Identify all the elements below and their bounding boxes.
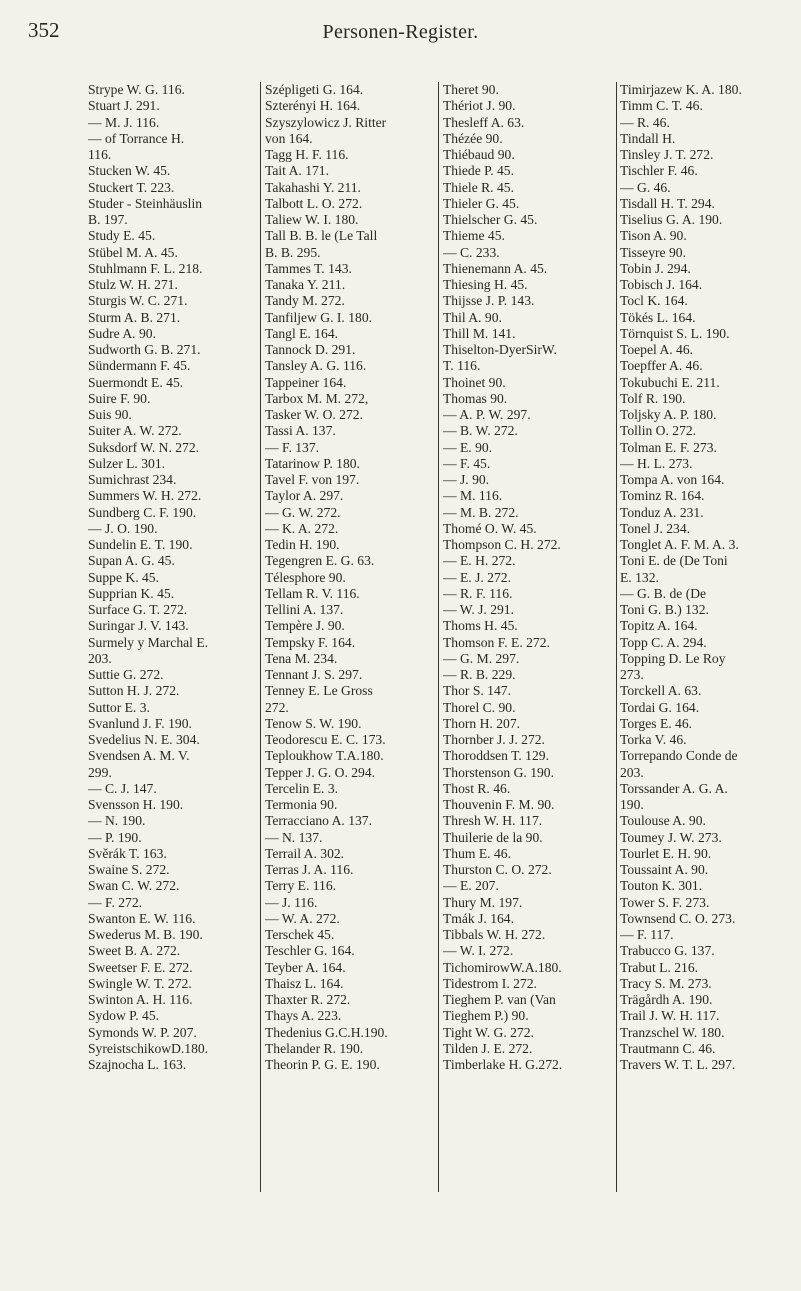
index-entry: Törnquist S. L. 190. xyxy=(620,325,730,341)
column-divider xyxy=(616,82,617,1192)
index-entry: Thury M. 197. xyxy=(443,894,523,910)
index-column-1 xyxy=(88,82,260,1073)
index-entry: Taliew W. I. 180. xyxy=(265,212,359,227)
index-entry: Suire F. 90. xyxy=(88,390,151,406)
index-entry: Stulz W. H. 271. xyxy=(88,277,178,292)
index-entry: Tinsley J. T. 272. xyxy=(620,147,714,162)
index-entry: Thurston C. O. 272. xyxy=(443,862,552,877)
index-entry: Toumey J. W. 273. xyxy=(620,829,722,845)
index-entry: Topp C. A. 294. xyxy=(620,634,707,650)
index-entry: Tonglet A. F. M. A. 3. xyxy=(620,537,739,552)
index-entry: Tatarinow P. 180. xyxy=(265,455,360,471)
index-entry: Tisseyre 90. xyxy=(620,244,686,260)
index-entry: Tenow S. W. 190. xyxy=(265,715,362,731)
index-entry: Surface G. T. 272. xyxy=(88,602,188,617)
index-entry: Tandy M. 272. xyxy=(265,293,345,309)
index-entry: Tollin O. 272. xyxy=(620,423,697,439)
index-entry: Torckell A. 63. xyxy=(620,683,702,699)
index-entry: Tellini A. 137. xyxy=(265,602,344,617)
index-entry: Surmely y Marchal E. xyxy=(88,634,209,650)
index-entry: Sweetser F. E. 272. xyxy=(88,959,193,975)
index-entry: Szépligeti G. 164. xyxy=(265,82,364,97)
index-column-3 xyxy=(443,82,613,1073)
index-entry: Suis 90. xyxy=(88,407,132,422)
index-entry: Suiter A. W. 272. xyxy=(88,423,182,439)
column-divider xyxy=(260,82,261,1192)
page-number: 352 xyxy=(28,18,60,42)
index-entry: Torka V. 46. xyxy=(620,732,687,747)
index-entry: Tagg H. F. 116. xyxy=(265,147,349,162)
index-entry: Thedenius G.C.H.190. xyxy=(265,1024,388,1040)
index-entry: — R. 46. xyxy=(620,114,670,130)
index-entry: Timm C. T. 46. xyxy=(620,98,703,114)
index-entry: 203. xyxy=(620,764,644,780)
index-entry: Tall B. B. le (Le Tall xyxy=(265,228,378,244)
index-entry: Sudworth G. B. 271. xyxy=(88,342,201,357)
index-entry: Sundelin E. T. 190. xyxy=(88,537,193,552)
index-entry: Studer - Steinhäuslin xyxy=(88,195,203,211)
index-entry: Toni E. de (De Toni xyxy=(620,553,728,569)
index-entry: Thielscher G. 45. xyxy=(443,212,538,227)
index-entry: Tanfiljew G. I. 180. xyxy=(265,309,373,325)
index-entry: Toulouse A. 90. xyxy=(620,813,706,829)
index-entry: Theret 90. xyxy=(443,82,499,97)
index-entry: Toussaint A. 90. xyxy=(620,862,709,877)
index-entry: SyreistschikowD.180. xyxy=(88,1040,209,1056)
index-entry: Tammes T. 143. xyxy=(265,260,352,276)
index-entry: Thaisz L. 164. xyxy=(265,975,344,991)
index-entry: Tasker W. O. 272. xyxy=(265,407,363,422)
index-entry: Trabucco G. 137. xyxy=(620,943,715,959)
index-entry: Thiesing H. 45. xyxy=(443,277,528,292)
index-entry: Terry E. 116. xyxy=(265,878,337,894)
index-entry: Tonduz A. 231. xyxy=(620,504,704,520)
index-entry: Terrail A. 302. xyxy=(265,845,345,861)
index-entry: Tourlet E. H. 90. xyxy=(620,845,712,861)
index-entry: Toepel A. 46. xyxy=(620,342,694,357)
index-column-4 xyxy=(620,82,798,1073)
index-entry: Trail J. W. H. 117. xyxy=(620,1008,720,1024)
index-entry: Tmák J. 164. xyxy=(443,910,514,926)
index-entry: Tansley A. G. 116. xyxy=(265,358,367,374)
index-entry: Touton K. 301. xyxy=(620,878,703,894)
index-entry: — N. 190. xyxy=(88,813,146,829)
index-entry: Tiselius G. A. 190. xyxy=(620,212,723,227)
index-entry: — C. J. 147. xyxy=(88,780,157,796)
index-entry: — G. B. de (De xyxy=(620,585,707,601)
index-entry: Symonds W. P. 207. xyxy=(88,1024,197,1040)
index-entry: Swinton A. H. 116. xyxy=(88,992,193,1007)
index-entry: Timirjazew K. A. 180. xyxy=(620,82,742,97)
index-entry: Thays A. 223. xyxy=(265,1008,342,1024)
index-entry: Teyber A. 164. xyxy=(265,959,346,975)
index-entry: Tidestrom I. 272. xyxy=(443,975,537,991)
index-entry: 272. xyxy=(265,699,289,715)
column-divider xyxy=(438,82,439,1192)
index-entry: — F. 272. xyxy=(88,894,143,910)
index-entry: Thieler G. 45. xyxy=(443,195,520,211)
index-entry: Swederus M. B. 190. xyxy=(88,927,203,942)
index-entry: — M. B. 272. xyxy=(443,504,519,520)
index-entry: Tieghem P. van (Van xyxy=(443,992,556,1007)
running-head: Personen-Register. xyxy=(322,21,479,43)
index-entry: Topping D. Le Roy xyxy=(620,650,726,666)
index-entry: Toljsky A. P. 180. xyxy=(620,407,717,422)
index-entry: Summers W. H. 272. xyxy=(88,488,202,504)
index-entry: Tait A. 171. xyxy=(265,163,329,179)
index-entry: Thomas 90. xyxy=(443,390,508,406)
index-entry: Sudre A. 90. xyxy=(88,325,156,341)
index-entry: Terracciano A. 137. xyxy=(265,813,372,829)
index-entry: Svendsen A. M. V. xyxy=(88,748,190,764)
index-entry: Tangl E. 164. xyxy=(265,325,339,341)
index-entry: Tokubuchi E. 211. xyxy=(620,374,720,390)
index-entry: Tordai G. 164. xyxy=(620,699,700,715)
index-entry: Topitz A. 164. xyxy=(620,618,698,634)
index-entry: Terschek 45. xyxy=(265,927,335,942)
index-entry: Tocl K. 164. xyxy=(620,293,688,309)
index-entry: — W. J. 291. xyxy=(443,602,515,617)
index-entry: — E. 90. xyxy=(443,439,493,455)
index-entry: Tavel F. von 197. xyxy=(265,472,360,487)
index-entry: Study E. 45. xyxy=(88,228,156,244)
index-entry: Suermondt E. 45. xyxy=(88,374,184,390)
index-entry: Stuart J. 291. xyxy=(88,98,160,114)
index-entry: Termonia 90. xyxy=(265,797,338,812)
index-entry: Thresh W. H. 117. xyxy=(443,813,543,829)
index-entry: Sündermann F. 45. xyxy=(88,358,191,374)
index-entry: Supprian K. 45. xyxy=(88,585,175,601)
index-entry: — F. 45. xyxy=(443,455,491,471)
index-entry: Svěrák T. 163. xyxy=(88,845,167,861)
index-entry: Tempère J. 90. xyxy=(265,618,345,634)
index-entry: Tracy S. M. 273. xyxy=(620,975,712,991)
index-entry: Tobin J. 294. xyxy=(620,260,691,276)
index-entry: Tempsky F. 164. xyxy=(265,634,356,650)
index-entry: Thill M. 141. xyxy=(443,325,516,341)
index-entry: Sturm A. B. 271. xyxy=(88,309,181,325)
index-entry: Torges E. 46. xyxy=(620,715,693,731)
index-column-2 xyxy=(265,82,437,1073)
index-entry: — M. 116. xyxy=(443,488,503,504)
index-entry: Toni G. B.) 132. xyxy=(620,602,709,617)
index-entry: Teschler G. 164. xyxy=(265,943,355,959)
index-entry: Tannock D. 291. xyxy=(265,342,356,357)
index-entry: Teodorescu E. C. 173. xyxy=(265,732,386,747)
index-entry: Strype W. G. 116. xyxy=(88,82,185,97)
index-entry: Sundberg C. F. 190. xyxy=(88,504,197,520)
index-entry: — F. 137. xyxy=(265,439,320,455)
index-entry: Tisdall H. T. 294. xyxy=(620,195,715,211)
index-entry: — W. I. 272. xyxy=(443,943,514,959)
index-entry: Tindall H. xyxy=(620,130,676,146)
index-entry: Terras J. A. 116. xyxy=(265,862,354,877)
index-entry: — R. B. 229. xyxy=(443,667,516,682)
index-entry: — E. J. 272. xyxy=(443,569,511,585)
index-entry: Thomson F. E. 272. xyxy=(443,634,550,650)
index-entry: Tappeiner 164. xyxy=(265,374,347,390)
index-entry: Travers W. T. L. 297. xyxy=(620,1057,736,1072)
index-entry: Thuilerie de la 90. xyxy=(443,829,543,845)
index-entry: — of Torrance H. xyxy=(88,130,185,146)
index-entry: Télesphore 90. xyxy=(265,569,346,585)
index-entry: Thoroddsen T. 129. xyxy=(443,748,549,764)
index-entry: Thériot J. 90. xyxy=(443,98,516,114)
index-entry: Tompa A. von 164. xyxy=(620,472,725,487)
index-entry: 299. xyxy=(88,764,112,780)
index-entry: E. 132. xyxy=(620,569,659,585)
index-entry: Tieghem P.) 90. xyxy=(443,1008,529,1024)
index-entry: Sulzer L. 301. xyxy=(88,455,166,471)
index-entry: Thijsse J. P. 143. xyxy=(443,293,535,309)
index-entry: Toepffer A. 46. xyxy=(620,358,703,374)
index-entry: Thorn H. 207. xyxy=(443,715,521,731)
index-entry: Supan A. G. 45. xyxy=(88,553,175,569)
index-entry: Torrepando Conde de xyxy=(620,748,738,764)
index-entry: Tanaka Y. 211. xyxy=(265,277,346,292)
index-entry: Thost R. 46. xyxy=(443,780,511,796)
index-entry: Swingle W. T. 272. xyxy=(88,975,192,991)
index-entry: Stübel M. A. 45. xyxy=(88,244,178,260)
index-entry: Thienemann A. 45. xyxy=(443,260,548,276)
index-entry: — J. 90. xyxy=(443,472,490,487)
index-entry: Thiede P. 45. xyxy=(443,163,514,179)
index-entry: Thompson C. H. 272. xyxy=(443,537,561,552)
index-entry: Tökés L. 164. xyxy=(620,309,696,325)
index-entry: Thiébaud 90. xyxy=(443,147,515,162)
index-entry: Svedelius N. E. 304. xyxy=(88,732,200,747)
index-entry: Tranzschel W. 180. xyxy=(620,1024,725,1040)
index-entry: — N. 137. xyxy=(265,829,323,845)
index-entry: Sydow P. 45. xyxy=(88,1008,160,1024)
index-entry: — J. O. 190. xyxy=(88,520,158,536)
index-entry: Tischler F. 46. xyxy=(620,163,698,179)
index-entry: Swanton E. W. 116. xyxy=(88,910,196,926)
index-entry: Sutton H. J. 272. xyxy=(88,683,180,699)
index-entry: Thézée 90. xyxy=(443,130,503,146)
index-entry: Tonel J. 234. xyxy=(620,520,691,536)
index-entry: — G. W. 272. xyxy=(265,504,341,520)
index-entry: — K. A. 272. xyxy=(265,520,339,536)
index-entry: Tower S. F. 273. xyxy=(620,894,710,910)
index-entry: Swaine S. 272. xyxy=(88,862,170,877)
index-entry: — R. F. 116. xyxy=(443,585,513,601)
index-entry: von 164. xyxy=(265,130,313,146)
index-entry: 116. xyxy=(88,147,112,162)
index-entry: Theorin P. G. E. 190. xyxy=(265,1057,380,1072)
index-entry: Torssander A. G. A. xyxy=(620,780,728,796)
index-entry: Taylor A. 297. xyxy=(265,488,344,504)
index-entry: Trautmann C. 46. xyxy=(620,1040,716,1056)
index-entry: Thouvenin F. M. 90. xyxy=(443,797,555,812)
index-entry: 203. xyxy=(88,650,112,666)
index-entry: Tepper J. G. O. 294. xyxy=(265,764,376,780)
index-entry: Suksdorf W. N. 272. xyxy=(88,439,200,455)
index-entry: Swan C. W. 272. xyxy=(88,878,180,894)
index-entry: — G. 46. xyxy=(620,179,671,195)
index-entry: Stucken W. 45. xyxy=(88,163,171,179)
index-entry: Sweet B. A. 272. xyxy=(88,943,181,959)
index-entry: Tominz R. 164. xyxy=(620,488,705,504)
index-entry: Tercelin E. 3. xyxy=(265,780,339,796)
index-entry: Svanlund J. F. 190. xyxy=(88,715,192,731)
index-entry: Thomé O. W. 45. xyxy=(443,520,537,536)
index-entry: Tolman E. F. 273. xyxy=(620,439,717,455)
index-entry: Tegengren E. G. 63. xyxy=(265,553,375,569)
index-entry: Takahashi Y. 211. xyxy=(265,179,361,195)
index-entry: Sumichrast 234. xyxy=(88,472,177,487)
index-entry: — P. 190. xyxy=(88,829,142,845)
index-entry: B. B. 295. xyxy=(265,244,321,260)
index-entry: Suttor E. 3. xyxy=(88,699,150,715)
index-entry: Trägårdh A. 190. xyxy=(620,992,713,1007)
index-entry: Tibbals W. H. 272. xyxy=(443,927,546,942)
index-entry: Thil A. 90. xyxy=(443,309,502,325)
index-entry: Talbott L. O. 272. xyxy=(265,195,363,211)
index-entry: T. 116. xyxy=(443,358,481,374)
index-entry: Tolf R. 190. xyxy=(620,390,686,406)
index-entry: — W. A. 272. xyxy=(265,910,340,926)
index-entry: Szajnocha L. 163. xyxy=(88,1057,187,1072)
index-entry: — G. M. 297. xyxy=(443,650,520,666)
index-entry: Tison A. 90. xyxy=(620,228,687,244)
index-entry: Thesleff A. 63. xyxy=(443,114,525,130)
index-entry: — C. 233. xyxy=(443,244,500,260)
index-entry: — B. W. 272. xyxy=(443,423,518,439)
index-entry: Tobisch J. 164. xyxy=(620,277,703,292)
index-entry: — A. P. W. 297. xyxy=(443,407,531,422)
index-entry: Szterényi H. 164. xyxy=(265,98,361,114)
index-entry: Teploukhow T.A.180. xyxy=(265,748,384,764)
index-entry: Thiselton-DyerSirW. xyxy=(443,342,557,357)
index-entry: — F. 117. xyxy=(620,927,674,942)
index-entry: Tarbox M. M. 272, xyxy=(265,390,369,406)
index-entry: Tilden J. E. 272. xyxy=(443,1040,533,1056)
index-entry: Thaxter R. 272. xyxy=(265,992,351,1007)
index-entry: — E. 207. xyxy=(443,878,499,894)
index-entry: Thiele R. 45. xyxy=(443,179,514,195)
index-entry: Thorel C. 90. xyxy=(443,699,516,715)
index-columns xyxy=(0,82,801,1282)
index-entry: Trabut L. 216. xyxy=(620,959,699,975)
index-entry: Stuhlmann F. L. 218. xyxy=(88,260,203,276)
index-entry: Thoinet 90. xyxy=(443,374,506,390)
index-entry: Tedin H. 190. xyxy=(265,537,340,552)
index-entry: Thum E. 46. xyxy=(443,845,511,861)
index-entry: 273. xyxy=(620,667,644,682)
index-entry: B. 197. xyxy=(88,212,128,227)
index-entry: Svensson H. 190. xyxy=(88,797,184,812)
index-entry: — J. 116. xyxy=(265,894,318,910)
index-entry: Stuckert T. 223. xyxy=(88,179,175,195)
index-entry: Suppe K. 45. xyxy=(88,569,159,585)
index-entry: Tenney E. Le Gross xyxy=(265,683,373,699)
index-entry: Suttie G. 272. xyxy=(88,667,164,682)
index-entry: Thorstenson G. 190. xyxy=(443,764,555,780)
index-entry: Townsend C. O. 273. xyxy=(620,910,736,926)
index-entry: Thieme 45. xyxy=(443,228,505,244)
index-entry: Szyszylowicz J. Ritter xyxy=(265,114,387,130)
index-entry: Thornber J. J. 272. xyxy=(443,732,545,747)
index-entry: Tena M. 234. xyxy=(265,650,338,666)
index-entry: Tight W. G. 272. xyxy=(443,1024,534,1040)
index-entry: — H. L. 273. xyxy=(620,455,693,471)
index-entry: Tellam R. V. 116. xyxy=(265,585,360,601)
index-entry: TichomirowW.A.180. xyxy=(443,959,562,975)
index-entry: Sturgis W. C. 271. xyxy=(88,293,188,309)
index-entry: Timberlake H. G.272. xyxy=(443,1057,563,1072)
index-entry: Tassi A. 137. xyxy=(265,423,336,439)
index-entry: — E. H. 272. xyxy=(443,553,516,569)
index-entry: 190. xyxy=(620,797,644,812)
index-entry: Thelander R. 190. xyxy=(265,1040,364,1056)
index-entry: — M. J. 116. xyxy=(88,114,160,130)
index-entry: Thoms H. 45. xyxy=(443,618,518,634)
index-entry: Suringar J. V. 143. xyxy=(88,618,189,634)
index-entry: Tennant J. S. 297. xyxy=(265,667,363,682)
index-entry: Thor S. 147. xyxy=(443,683,511,699)
